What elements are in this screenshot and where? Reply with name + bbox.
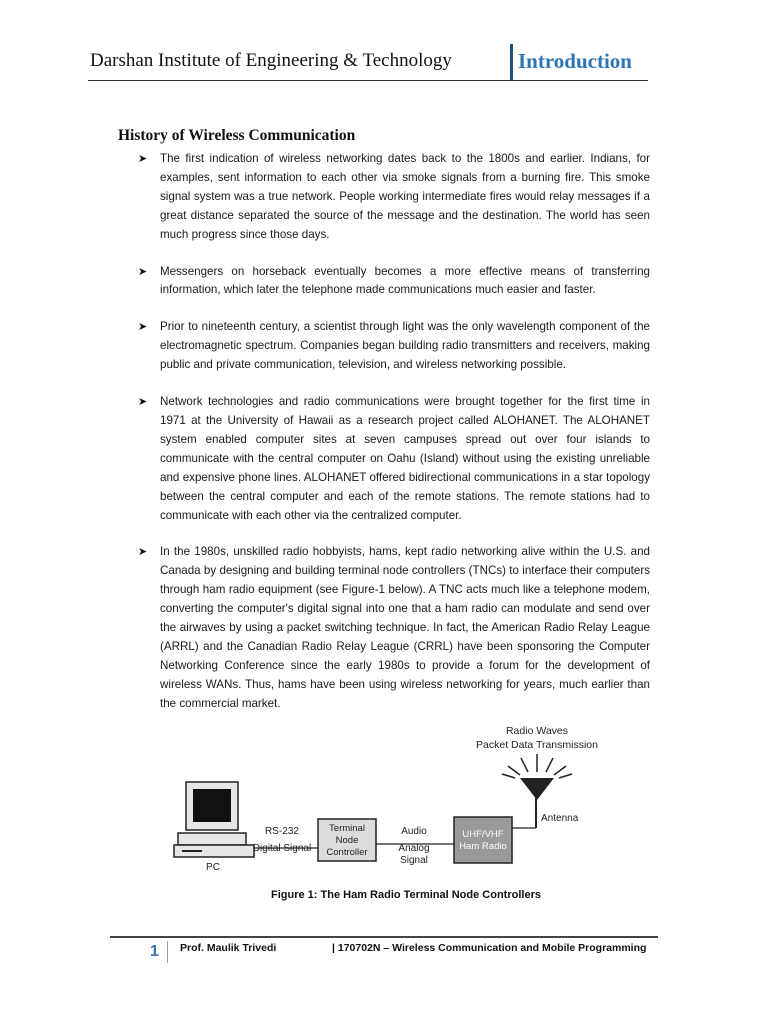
analog-label-2: Signal — [400, 855, 428, 866]
bullet-text: In the 1980s, unskilled radio hobbyists, hams, kept radio networking alive within the U.S. and Canada by designing and building terminal node controllers (TNCs) to interface their computers through ham radio equipment (see Figure-1 below). A TNC acts much like a telephone modem, converting the computer's digital signal into one that a ham radio can modulate and send over the airwaves by using a packet switching technique. In fact, the American Radio Relay League (ARRL) and the Canadian Radio Relay League (CRRL) have been sponsoring the Computer Networking Conference since the early 1980s to provide a forum for the development of wireless WANs. Thus, hams have been using wireless networking for years, much earlier than the commercial market. — [160, 545, 650, 710]
section-title: History of Wireless Communication — [118, 127, 356, 144]
arrow-bullet-icon: ➤ — [138, 321, 148, 334]
header-divider — [510, 44, 513, 80]
analog-label-1: Analog — [398, 843, 430, 854]
bullet-item — [138, 543, 650, 713]
tnc-label-3: Controller — [326, 847, 368, 858]
digital-signal-label: Digital Signal — [252, 843, 312, 854]
antenna-label: Antenna — [541, 813, 579, 824]
chapter-title: Introduction — [518, 49, 632, 73]
figure-diagram — [168, 720, 618, 880]
ham-radio-figure — [168, 720, 618, 880]
page-number: 1 — [150, 943, 159, 960]
bullet-text: Network technologies and radio communications were brought together for the first time in 1971 at the University of Hawaii as a research project called ALOHANET. The ALOHANET system enabled computer sites at seven campuses spread out over four islands to communicate with the central computer on Oahu (Island) without using the existing unreliable and expensive phone lines. ALOHANET offered bidirectional communications in a star topology between the central computer and each of the remote stations. The remote stations had to communicate with each other via the centralized computer. — [160, 395, 650, 522]
ham-radio-box — [454, 817, 512, 863]
pc-label: PC — [206, 862, 220, 873]
page-header — [88, 40, 648, 80]
header-rule — [88, 80, 648, 81]
footer-divider — [167, 941, 168, 963]
arrow-bullet-icon: ➤ — [138, 546, 148, 559]
arrow-bullet-icon: ➤ — [138, 153, 148, 165]
bullet-text: Prior to nineteenth century, a scientist through light was the only wavelength component of the electromagnetic spectrum. Companies began building radio transmitters and receivers, making public and private communication, television, and wireless networking possible. — [160, 320, 650, 372]
bullet-text: The first indication of wireless networking dates back to the 1800s and earlier. Indians, for examples, sent information to each other via smoke signals from a burning fire. This smoke signal system was a true network. People working intermediate fires would relay messages if a great distance separated the source of the message and the destination. The world has seen much progress since those days. — [160, 152, 650, 241]
footer-subject: | 170702N – Wireless Communication and Mobile Programming — [332, 942, 647, 954]
bullet-item — [138, 150, 650, 245]
arrow-bullet-icon: ➤ — [138, 396, 148, 409]
audio-label: Audio — [401, 826, 427, 837]
institute-name: Darshan Institute of Engineering & Technology — [90, 50, 452, 71]
tnc-label-2: Node — [335, 835, 359, 846]
tnc-label-1: Terminal — [329, 823, 365, 834]
bullet-list — [138, 150, 650, 714]
figure-caption: Figure 1: The Ham Radio Terminal Node Controllers — [271, 889, 541, 901]
footer-rule — [110, 936, 658, 938]
radio-waves-label-2: Packet Data Transmission — [476, 739, 598, 751]
radio-label-1: UHF/VHF — [462, 829, 504, 840]
bullet-item — [138, 393, 650, 525]
radio-label-2: Ham Radio — [459, 841, 507, 852]
rs232-label: RS-232 — [265, 826, 299, 837]
arrow-bullet-icon: ➤ — [138, 265, 148, 278]
pc-icon — [174, 782, 254, 857]
footer-author: Prof. Maulik Trivedi — [180, 942, 277, 954]
antenna-icon — [520, 778, 554, 800]
bullet-item — [138, 318, 650, 375]
radio-waves-label-1: Radio Waves — [505, 725, 569, 737]
bullet-item — [138, 263, 650, 301]
radio-waves-icon — [502, 754, 572, 778]
bullet-text: Messengers on horseback eventually becomes a more effective means of transferring information, which later the telephone made communications much easier and faster. — [160, 264, 650, 297]
